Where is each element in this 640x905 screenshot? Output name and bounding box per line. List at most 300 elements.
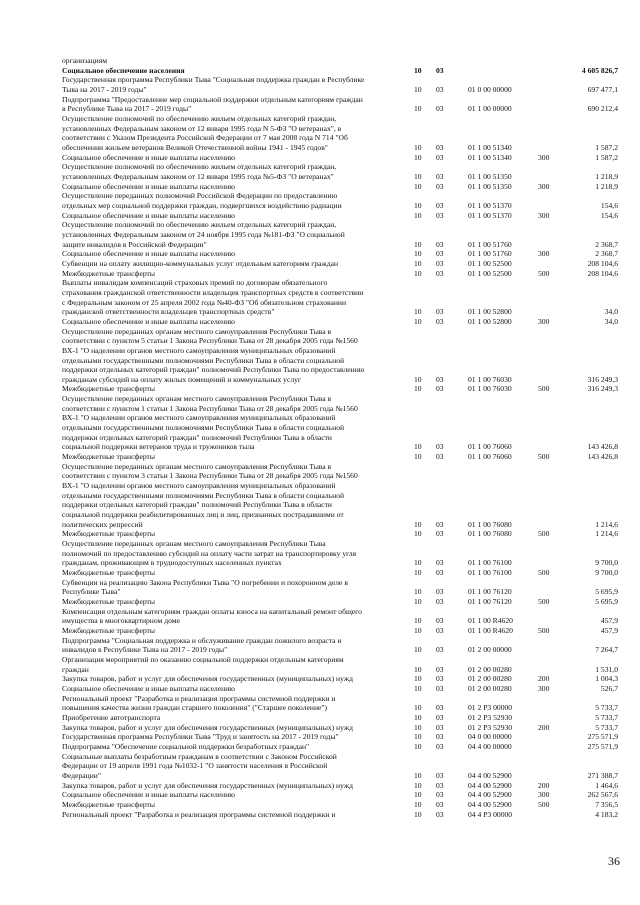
table-row	[0, 771, 640, 780]
row-description: Социальное обеспечение и иные выплаты населению	[62, 210, 235, 220]
section-code: 10	[414, 568, 422, 577]
table-row	[0, 269, 640, 278]
amount-value: 9 700,0	[595, 558, 618, 568]
target-article-code: 01 2 P3 52930	[468, 722, 513, 732]
row-description: Подпрограмма "Обеспечение социальной поддержки безработных граждан"	[62, 741, 310, 751]
amount-value: 526,7	[600, 683, 618, 693]
section-code: 10	[414, 712, 422, 722]
row-description: защите инвалидов в Российской Федерации"	[62, 239, 207, 249]
amount-value: 1 218,9	[595, 181, 618, 191]
expense-type-code: 500	[538, 568, 550, 577]
row-description: Подпрограмма "Предоставление мер социальной поддержки отдельным категориям граждан	[62, 94, 363, 104]
amount-value: 154,6	[600, 210, 618, 220]
amount-value: 5 733,7	[595, 722, 618, 732]
table-row	[0, 684, 640, 693]
amount-value: 5 733,7	[595, 703, 618, 713]
table-row	[0, 481, 640, 490]
row-description: Субвенции на оплату жилищно-коммунальных услуг отдельным категориям граждан	[62, 258, 339, 268]
section-code: 10	[414, 316, 422, 326]
amount-value: 1 531,0	[595, 664, 618, 674]
row-description: Региональный проект "Разработка и реализация программы системной поддержки и	[62, 809, 336, 819]
subsection-code: 03	[436, 210, 444, 220]
expense-type-code: 500	[538, 452, 550, 462]
table-row	[0, 655, 640, 664]
amount-value: 690 212,4	[587, 104, 618, 114]
table-row	[0, 491, 640, 500]
row-description: гражданам субсидий на оплату жилых помещений и коммунальных услуг	[62, 374, 302, 384]
table-row	[0, 317, 640, 326]
section-code: 10	[414, 645, 422, 655]
section-code: 10	[414, 703, 422, 713]
subsection-code: 03	[436, 200, 444, 210]
expense-type-code: 300	[538, 683, 550, 693]
section-code: 10	[414, 104, 422, 114]
amount-value: 9 700,0	[595, 568, 618, 577]
amount-value: 262 567,6	[587, 790, 618, 800]
table-row	[0, 597, 640, 606]
row-description: Социальное обеспечение и иные выплаты населению	[62, 152, 235, 162]
amount-value: 697 477,1	[587, 85, 618, 94]
table-row	[0, 732, 640, 741]
row-description: политических репрессий	[62, 519, 143, 529]
target-article-code: 01 1 00 76060	[468, 442, 512, 452]
subsection-code: 03	[436, 732, 444, 742]
section-code: 10	[414, 616, 422, 626]
row-description: организациям	[62, 56, 108, 65]
row-description: поддержки отдельных категорий граждан" полномочий Республики Тыва по предоставлению	[62, 365, 365, 375]
page-number: 36	[608, 854, 620, 868]
amount-value: 4 183,2	[595, 809, 618, 819]
amount-value: 316 249,3	[587, 374, 618, 384]
table-row	[0, 133, 640, 142]
table-row	[0, 66, 640, 75]
row-description: Социальное обеспечение и иные выплаты населению	[62, 790, 235, 800]
table-row	[0, 394, 640, 403]
table-row	[0, 568, 640, 577]
table-row	[0, 240, 640, 249]
table-row	[0, 249, 640, 258]
section-code: 10	[414, 152, 422, 162]
subsection-code: 03	[436, 258, 444, 268]
row-description: с Федеральным законом от 25 апреля 2002 года №40-ФЗ "Об обязательном страховании	[62, 297, 347, 307]
subsection-code: 03	[436, 374, 444, 384]
target-article-code: 01 1 00 52500	[468, 268, 512, 278]
table-row	[0, 288, 640, 297]
amount-value: 275 571,9	[587, 732, 618, 742]
table-row	[0, 500, 640, 509]
table-row	[0, 114, 640, 123]
row-description: Межбюджетные трансферты	[62, 597, 155, 606]
expense-type-code: 500	[538, 384, 550, 394]
table-row	[0, 346, 640, 355]
table-row	[0, 124, 640, 133]
section-code: 10	[414, 85, 422, 94]
table-row	[0, 587, 640, 596]
target-article-code: 01 1 00 51760	[468, 239, 512, 249]
section-code: 10	[414, 674, 422, 684]
subsection-code: 03	[436, 171, 444, 181]
table-row	[0, 781, 640, 790]
row-description: Осуществление переданных органам местного самоуправления Республики Тыва в	[62, 461, 332, 471]
target-article-code: 01 1 00 R4620	[468, 625, 513, 635]
amount-value: 316 249,3	[587, 384, 618, 394]
target-article-code: 01 1 00 76080	[468, 519, 512, 529]
target-article-code: 01 1 00 00000	[468, 104, 512, 114]
row-description: Субвенции на реализацию Закона Республики Тыва "О погребении и похоронном деле в	[62, 577, 348, 587]
amount-value: 34,0	[604, 316, 618, 326]
row-description: соответствии с пунктом 1 статьи 1 Закона Республики Тыва от 28 декабря 2005 года №1560	[62, 403, 358, 413]
target-article-code: 01 1 00 51350	[468, 181, 512, 191]
section-code: 10	[414, 770, 422, 780]
table-row	[0, 578, 640, 587]
amount-value: 5 733,7	[595, 712, 618, 722]
row-description: Социальное обеспечение и иные выплаты населению	[62, 683, 235, 693]
expense-type-code: 200	[538, 674, 550, 684]
table-row	[0, 182, 640, 191]
row-description: граждан	[62, 664, 89, 674]
subsection-code: 03	[436, 722, 444, 732]
table-row	[0, 616, 640, 625]
table-row	[0, 471, 640, 480]
amount-value: 1 587,2	[595, 142, 618, 152]
subsection-code: 03	[436, 790, 444, 800]
section-code: 10	[414, 171, 422, 181]
target-article-code: 04 0 00 00000	[468, 732, 512, 742]
amount-value: 1 214,6	[595, 529, 618, 539]
expense-type-code: 200	[538, 780, 550, 790]
row-description: имущества в многоквартирном доме	[62, 616, 180, 626]
subsection-code: 03	[436, 674, 444, 684]
table-row	[0, 462, 640, 471]
subsection-code: 03	[436, 558, 444, 568]
target-article-code: 01 2 00 00000	[468, 645, 512, 655]
table-row	[0, 298, 640, 307]
table-row	[0, 549, 640, 558]
table-row	[0, 452, 640, 461]
subsection-code: 03	[436, 104, 444, 114]
row-description: Региональный проект "Разработка и реализация программы системной поддержки и	[62, 693, 336, 703]
target-article-code: 01 2 P3 52930	[468, 712, 513, 722]
row-description: Социальное обеспечение и иные выплаты населению	[62, 249, 235, 259]
table-row	[0, 104, 640, 113]
target-article-code: 04 4 P3 00000	[468, 809, 513, 819]
expense-type-code: 300	[538, 152, 550, 162]
target-article-code: 01 1 00 51340	[468, 152, 512, 162]
amount-value: 457,9	[600, 616, 618, 626]
row-description: Компенсация отдельным категориям граждан оплаты взноса на капитальный ремонт общего	[62, 606, 362, 616]
amount-value: 2 368,7	[595, 239, 618, 249]
row-description: Межбюджетные трансферты	[62, 529, 155, 539]
subsection-code: 03	[436, 519, 444, 529]
table-row	[0, 384, 640, 393]
table-row	[0, 433, 640, 442]
section-code: 10	[414, 268, 422, 278]
section-code: 10	[414, 809, 422, 819]
section-code: 10	[414, 307, 422, 317]
table-row	[0, 529, 640, 538]
row-description: Осуществление переданных органам местного самоуправления Республики Тыва в	[62, 326, 332, 336]
amount-value: 1 587,2	[595, 152, 618, 162]
table-row	[0, 752, 640, 761]
table-row	[0, 539, 640, 548]
target-article-code: 04 4 00 52900	[468, 790, 512, 800]
subsection-code: 03	[436, 809, 444, 819]
table-row	[0, 645, 640, 654]
table-row	[0, 230, 640, 239]
target-article-code: 01 1 00 51760	[468, 249, 512, 259]
amount-value: 2 368,7	[595, 249, 618, 259]
table-row	[0, 558, 640, 567]
table-row	[0, 520, 640, 529]
target-article-code: 01 1 00 76100	[468, 558, 512, 568]
section-code: 10	[414, 780, 422, 790]
section-code: 10	[414, 200, 422, 210]
amount-value: 1 214,6	[595, 519, 618, 529]
row-description: Закупка товаров, работ и услуг для обеспечения государственных (муниципальных) нужд	[62, 674, 353, 684]
row-description: ВХ-1 "О наделении органов местного самоуправления муниципальных образований	[62, 481, 336, 490]
section-code: 10	[414, 683, 422, 693]
row-description: гражданам, проживающим в труднодоступных населенных пунктах	[62, 558, 282, 568]
target-article-code: 01 1 00 76080	[468, 529, 512, 539]
row-description: Осуществление полномочий по обеспечению жильем отдельных категорий граждан,	[62, 162, 337, 172]
row-description: соответствии с пунктом 3 статьи 1 Закона Республики Тыва от 28 декабря 2005 года №1560	[62, 471, 358, 481]
row-description: отдельными государственными полномочиями Республики Тыва в области социальной	[62, 355, 345, 365]
target-article-code: 01 1 00 76030	[468, 374, 512, 384]
table-row	[0, 153, 640, 162]
table-row	[0, 694, 640, 703]
section-code: 10	[414, 597, 422, 606]
row-description: Социальное обеспечение и иные выплаты населению	[62, 316, 235, 326]
table-row	[0, 442, 640, 451]
amount-value: 7 356,5	[595, 799, 618, 809]
row-description: Межбюджетные трансферты	[62, 452, 155, 462]
amount-value: 457,9	[600, 625, 618, 635]
target-article-code: 01 1 00 76120	[468, 587, 512, 597]
target-article-code: 01 1 00 51350	[468, 171, 512, 181]
table-row	[0, 375, 640, 384]
section-code: 10	[414, 799, 422, 809]
table-row	[0, 607, 640, 616]
subsection-code: 03	[436, 683, 444, 693]
section-code: 10	[414, 239, 422, 249]
amount-value: 154,6	[600, 200, 618, 210]
table-row	[0, 810, 640, 819]
table-row	[0, 626, 640, 635]
subsection-code: 03	[436, 452, 444, 462]
expense-type-code: 500	[538, 268, 550, 278]
row-description: повышения качества жизни граждан старшего поколения" ("Старшее поколение")	[62, 703, 328, 713]
amount-value: 1 004,3	[595, 674, 618, 684]
target-article-code: 01 1 00 51340	[468, 142, 512, 152]
table-row	[0, 510, 640, 519]
target-article-code: 01 2 00 00280	[468, 683, 512, 693]
row-description: обеспечении жильем ветеранов Великой Отечественной войны 1941 - 1945 годов"	[62, 142, 328, 152]
target-article-code: 01 1 00 76100	[468, 568, 512, 577]
target-article-code: 01 2 P3 00000	[468, 703, 513, 713]
target-article-code: 01 1 00 51370	[468, 200, 512, 210]
row-description: Закупка товаров, работ и услуг для обеспечения государственных (муниципальных) нужд	[62, 780, 353, 790]
table-row	[0, 162, 640, 171]
amount-value: 1 218,9	[595, 171, 618, 181]
section-code: 10	[414, 664, 422, 674]
expense-type-code: 300	[538, 210, 550, 220]
section-code: 10	[414, 529, 422, 539]
subsection-code: 03	[436, 780, 444, 790]
amount-value: 208 104,6	[587, 258, 618, 268]
row-description: Государственная программа Республики Тыва "Труд и занятость на 2017 - 2019 годы"	[62, 732, 339, 742]
target-article-code: 01 2 00 00280	[468, 664, 512, 674]
subsection-code: 03	[436, 268, 444, 278]
target-article-code: 01 1 00 R4620	[468, 616, 513, 626]
row-description: гражданской ответственности владельцев транспортных средств"	[62, 307, 275, 317]
expense-type-code: 500	[538, 625, 550, 635]
row-description: Государственная программа Республики Тыва "Социальная поддержка граждан в Республике	[62, 75, 365, 85]
row-description: инвалидов в Республике Тыва на 2017 - 2019 годы"	[62, 645, 228, 655]
table-row	[0, 95, 640, 104]
row-description: Выплаты инвалидам компенсаций страховых премий по договорам обязательного	[62, 278, 328, 288]
row-description: ВХ-1 "О наделении органов местного самоуправления муниципальных образований	[62, 413, 336, 423]
subsection-code: 03	[436, 142, 444, 152]
section-code: 10	[414, 452, 422, 462]
expense-type-code: 300	[538, 181, 550, 191]
row-description: соответствии с Указом Президента Российской Федерации от 7 мая 2008 года N 714 "Об	[62, 133, 348, 143]
subsection-code: 03	[436, 239, 444, 249]
target-article-code: 01 2 00 00280	[468, 674, 512, 684]
section-code: 10	[414, 741, 422, 751]
amount-value: 271 388,7	[587, 770, 618, 780]
row-description: социальной поддержки реабилитированных лиц и лиц, признанных пострадавшими от	[62, 510, 344, 519]
row-description: Федерации"	[62, 770, 101, 780]
target-article-code: 01 0 00 00000	[468, 85, 512, 94]
subsection-code: 03	[436, 799, 444, 809]
target-article-code: 01 1 00 51370	[468, 210, 512, 220]
row-description: Осуществление переданных органам местного самоуправления Республики Тыва в	[62, 394, 332, 404]
table-row	[0, 356, 640, 365]
target-article-code: 01 1 00 76030	[468, 384, 512, 394]
row-description: Приобретение автотранспорта	[62, 712, 161, 722]
amount-value: 208 104,6	[587, 268, 618, 278]
target-article-code: 01 1 00 52500	[468, 258, 512, 268]
table-row	[0, 56, 640, 65]
row-description: Социальные выплаты безработным гражданам в соответствии с Законом Российской	[62, 751, 337, 761]
row-description: Межбюджетные трансферты	[62, 799, 155, 809]
expense-type-code: 500	[538, 799, 550, 809]
subsection-code: 03	[436, 442, 444, 452]
table-row	[0, 404, 640, 413]
section-code: 10	[414, 374, 422, 384]
table-row	[0, 278, 640, 287]
subsection-code: 03	[436, 152, 444, 162]
subsection-code: 03	[436, 703, 444, 713]
table-row	[0, 742, 640, 751]
amount-value: 5 695,9	[595, 587, 618, 597]
section-code: 10	[414, 625, 422, 635]
row-description: Подпрограмма "Социальная поддержка и обслуживание граждан пожилого возраста и	[62, 635, 342, 645]
target-article-code: 04 4 00 00000	[468, 741, 512, 751]
row-description: установленных Федеральным законом от 12 января 1995 года N 5-ФЗ "О ветеранах", в	[62, 123, 342, 133]
table-row	[0, 761, 640, 770]
row-description: Федерации от 19 апреля 1991 года №1032-1 "О занятости населения в Российской	[62, 761, 328, 771]
section-code: 10	[414, 722, 422, 732]
table-row	[0, 336, 640, 345]
target-article-code: 04 4 00 52900	[468, 799, 512, 809]
expense-type-code: 300	[538, 249, 550, 259]
table-row	[0, 674, 640, 683]
section-code: 10	[414, 519, 422, 529]
table-row	[0, 211, 640, 220]
subsection-code: 03	[436, 316, 444, 326]
section-code: 10	[414, 587, 422, 597]
section-code: 10	[414, 558, 422, 568]
row-description: Осуществление полномочий по обеспечению жильем отдельных категорий граждан,	[62, 114, 337, 123]
subsection-code: 03	[436, 616, 444, 626]
expense-type-code: 300	[538, 316, 550, 326]
table-row	[0, 665, 640, 674]
subsection-code: 03	[436, 568, 444, 577]
expense-type-code: 500	[538, 529, 550, 539]
target-article-code: 01 1 00 52800	[468, 316, 512, 326]
expense-type-code: 300	[538, 790, 550, 800]
section-code: 10	[414, 442, 422, 452]
row-description: соответствии с пунктом 5 статьи 1 Закона Республики Тыва от 28 декабря 2005 года №1560	[62, 336, 358, 346]
subsection-code: 03	[436, 587, 444, 597]
table-row	[0, 800, 640, 809]
table-row	[0, 636, 640, 645]
section-code: 10	[414, 732, 422, 742]
row-description: отдельными государственными полномочиями Республики Тыва в области социальной	[62, 490, 345, 500]
table-row	[0, 172, 640, 181]
subsection-code: 03	[436, 741, 444, 751]
expense-type-code: 500	[538, 597, 550, 606]
table-row	[0, 713, 640, 722]
amount-value: 7 264,7	[595, 645, 618, 655]
row-description: Осуществление переданных полномочий Российской Федерации по предоставлению	[62, 191, 338, 201]
row-description: Тыва на 2017 - 2019 годы"	[62, 85, 147, 94]
subsection-code: 03	[436, 529, 444, 539]
row-description: установленных Федеральным законом от 24 ноября 1995 года №181-ФЗ "О социальной	[62, 229, 345, 239]
row-description: Межбюджетные трансферты	[62, 384, 155, 394]
amount-value: 34,0	[604, 307, 618, 317]
section-code: 10	[414, 65, 422, 75]
amount-value: 5 695,9	[595, 597, 618, 606]
target-article-code: 01 1 00 76120	[468, 597, 512, 606]
subsection-code: 03	[436, 65, 444, 75]
row-description: поддержки отдельных категорий граждан" полномочий Республики Тыва в области	[62, 432, 332, 442]
row-description: установленных Федеральным законом от 12 января 1995 года №5-ФЗ "О ветеранах"	[62, 171, 334, 181]
section-code: 10	[414, 210, 422, 220]
row-description: страхования гражданской ответственности владельцев транспортных средств в соответствии	[62, 287, 364, 297]
table-row	[0, 327, 640, 336]
subsection-code: 03	[436, 85, 444, 94]
row-description: социальной поддержки ветеранов труда и тружеников тыла	[62, 442, 255, 452]
section-code: 10	[414, 258, 422, 268]
table-row	[0, 790, 640, 799]
row-description: Межбюджетные трансферты	[62, 625, 155, 635]
row-description: Межбюджетные трансферты	[62, 568, 155, 577]
table-row	[0, 201, 640, 210]
target-article-code: 04 4 00 52900	[468, 780, 512, 790]
row-description: отдельными государственными полномочиями Республики Тыва в области социальной	[62, 423, 345, 433]
amount-value: 1 464,6	[595, 780, 618, 790]
row-description: Республике Тыва"	[62, 587, 121, 597]
subsection-code: 03	[436, 384, 444, 394]
table-row	[0, 191, 640, 200]
section-code: 10	[414, 790, 422, 800]
table-row	[0, 85, 640, 94]
amount-value: 143 426,8	[587, 442, 618, 452]
subsection-code: 03	[436, 307, 444, 317]
table-row	[0, 75, 640, 84]
